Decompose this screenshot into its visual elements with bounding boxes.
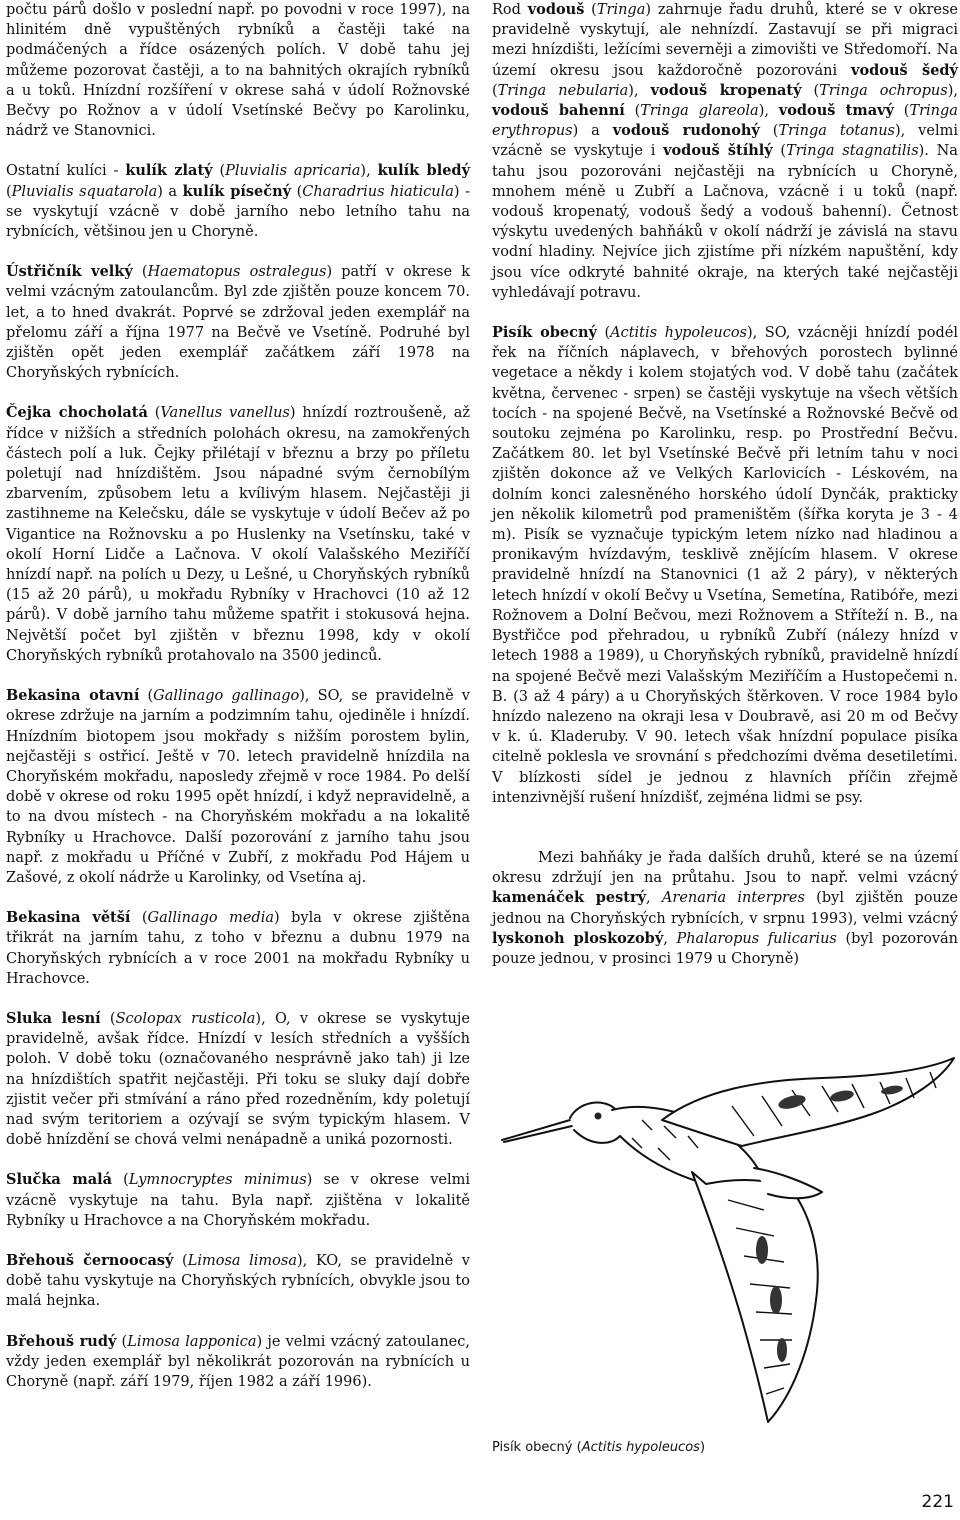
latin-name: Pluvialis apricaria (225, 163, 361, 180)
species-name: kulík zlatý (125, 162, 213, 180)
text-run: ( (130, 910, 148, 927)
figure-caption (492, 1440, 705, 1455)
text-run: ( (584, 2, 597, 18)
latin-name: Tringa (596, 2, 646, 18)
latin-name: Limosa limosa (187, 1252, 297, 1269)
species-name: Pisík obecný (492, 324, 597, 342)
latin-name: Arenaria interpres (661, 890, 805, 907)
latin-name: Lymnocryptes minimus (128, 1172, 307, 1189)
paragraph (6, 1170, 470, 1231)
species-name: Ústřičník velký (6, 263, 133, 281)
latin-name: Tringa totanus (778, 123, 895, 140)
text-run: ) zahrnuje řadu druhů, které se v okrese pravidelně vyskytují, ale nehnízdí. Zastavují se při migraci mezi hnízdišti, ležícími severněji a zimovišti ve Středomoří. Na území okresu jsou každoročně pozorováni (492, 2, 958, 79)
paragraph (6, 1251, 470, 1312)
text-run: ). Na tahu jsou pozorováni nejčastěji na rybnících u Choryně, mnohem méně u Zubří a Lačnova, vzácně i u toků (např. vodouš kropenatý, vodouš šedý a vodouš bahenní). Četnost výskytu uvedených bahňáků v okolí nádrží je závislá na stavu vodní hladiny. Nejvíce jich zjistíme při nízkém napuštění, kdy jsou více odkryté bahnité okraje, na kterých také nejčastěji vyhledávají potravu. (492, 143, 958, 301)
text-run: ( (772, 143, 787, 160)
paragraph (492, 0, 958, 303)
sandpiper-illustration (492, 1050, 957, 1430)
text-run: ( (801, 82, 820, 99)
text-run: ), KO, se pravidelně v době tahu vyskytuje na Choryňských rybnících, obvykle jsou to malá hejnka. (6, 1252, 471, 1310)
text-run: ( (759, 123, 779, 140)
species-name: Bekasina větší (6, 909, 131, 927)
latin-name: Phalaropus fulicarius (676, 930, 837, 947)
text-run: ( (492, 82, 498, 99)
species-name: kamenáček pestrý (492, 889, 647, 907)
species-name: lyskonoh ploskozobý (492, 929, 664, 947)
latin-name: Tringa stagnatilis (786, 143, 919, 160)
caption-text: Pisík obecný ( (492, 1440, 582, 1455)
text-run: ), (758, 103, 779, 120)
latin-name: Tringa nebularia (497, 82, 629, 99)
latin-name: Haematopus ostralegus (147, 264, 327, 281)
species-name: Sluka lesní (6, 1009, 101, 1027)
paragraph (492, 848, 958, 969)
species-name: Čejka chocholatá (6, 404, 148, 422)
text-run: ( (624, 103, 641, 120)
text-run: ) a (157, 183, 183, 200)
paragraph (6, 1332, 470, 1393)
text-run: ( (596, 325, 611, 342)
paragraph (6, 403, 470, 666)
paragraph (492, 323, 958, 808)
species-name: Břehouš černoocasý (6, 1251, 174, 1269)
text-run: ), velmi vzácně se vyskytuje i (492, 123, 958, 160)
text-run: ), O, v okrese se vyskytuje pravidelně, avšak řídce. Hnízdí v lesích středních a vyšších poloh. V době toku (označovaného nesprávně jako tah) ji lze na hnízdištích spatřit nejčastěji. Při toku se sluky dají dobře zjistit večer při stmívání a ráno před rozedněním, kdy poletují nad svým teritoriem a ozývají se svým typickým hlasem. V době hnízdění se chová velmi nenápadně a uniká pozornosti. (6, 1010, 470, 1149)
latin-name: Actitis hypoleucos (610, 325, 748, 342)
species-name: vodouš bahenní (492, 102, 625, 120)
text-run: , (646, 890, 662, 907)
text-run: ( (116, 1333, 128, 1350)
text-run: (byl zjištěn pouze jednou na Choryňských rybnících, v srpnu 1993), velmi vzácný (492, 890, 959, 927)
paragraph (6, 0, 470, 141)
text-run: ( (112, 1172, 129, 1189)
latin-name: Gallinago gallinago (153, 688, 300, 705)
caption-latin-name: Actitis hypoleucos (581, 1440, 700, 1455)
latin-name: Gallinago media (147, 910, 274, 927)
latin-name: Tringa erythropus (492, 103, 958, 140)
text-run: ( (132, 264, 148, 281)
page-number: 221 (921, 1492, 954, 1512)
text-run: ( (100, 1010, 116, 1027)
text-run: ( (6, 183, 12, 200)
latin-name: Tringa ochropus (819, 82, 948, 99)
caption-close: ) (699, 1440, 706, 1455)
species-name: vodouš štíhlý (663, 142, 773, 160)
right-column (492, 0, 958, 989)
paragraph (6, 1009, 470, 1150)
latin-name: Charadrius hiaticula (302, 183, 454, 200)
species-name: vodouš (527, 1, 585, 18)
species-name: kulík bledý (377, 162, 470, 180)
text-run: ( (173, 1252, 188, 1269)
species-name: Slučka malá (6, 1171, 113, 1189)
species-name: vodouš tmavý (778, 102, 894, 120)
text-run: Rod (492, 2, 528, 18)
text-run: ) a (572, 123, 613, 140)
text-run: ), (628, 82, 651, 99)
text-run: ) je velmi vzácný zatoulanec, vždy jeden exemplář byl několikrát pozorován na rybnících u Choryně (např. září 1979, říjen 1982 a září 1996). (6, 1333, 470, 1390)
text-run: ), SO, vzácněji hnízdí podél řek na říčních náplavech, v břehových porostech bylinné vegetace a někdy i kolem stojatých vod. V době tahu (začátek května, červenec - srpen) se častěji vyskytuje na všech větších tocích - na spojené Bečvě, na Vsetínské a Rožnovské Bečvě od soutoku zejména po Karolinku, resp. po Prostřední Bečvu. Začátkem 80. let byl Vsetínské Bečvě při letním tahu v noci zjištěn dokonce až ve Velkých Karlovicích - Léskovém, na dolním konci zalesněného horského údolí Dynčák, prakticky jen několik kilometrů pod prameništěm (šířka koryta je 3 - 4 m). Pisík se vyznačuje typickým letem nízko nad hladinou a pronikavým hvízdavým, tesklivě znějícím hlasem. V okrese pravidelně hnízdí na Stanovnici (1 až 2 páry), v některých letech hnízdí v okolí Bečvy u Vsetína, Semetína, Ratibóře, mezi Rožnovem a Dolní Bečvou, mezi Rožnovem a Stříteží n. B., na Bystřičce pod přehradou, u rybníků Zubří (nálezy hnízd v letech 1988 a 1989), u Choryňských rybníků, pravidelně hnízdí na spojené Bečvě mezi Valašským Meziříčím a Hustopečemi n. B. (3 až 4 páry) a u Choryňských štěrkoven. V roce 1984 bylo hnízdo nalezeno na okraji lesa v Doubravě, asi 20 m od Bečvy v k. ú. Kladeruby. V 90. letech však hnízdní populace pisíka citelně poklesla ve srovnání s předchozími dvěma desetiletími. V blízkosti sídel je jednou z hlavních příčin zřejmě intenzivnější rušení hnízdišť, zejména lidmi se psy. (492, 325, 958, 806)
text-run: ), (360, 163, 378, 180)
text-run: ) hnízdí roztroušeně, až řídce v nižších a středních polohách okresu, na zamokřených částech polí a luk. Čejky přilétají v březnu a brzy po příletu poletují nad hnízdištěm. Jsou nápadné svým černobílým zbarvením, způsobem letu a kvílivým hlasem. Nejčastěji ji zastihneme na Kelečsku, dále se vyskytuje v údolí Bečev až po Vigantice na Rožnovsku a po Huslenky na Vsetínsku, také v okolí Horní Lidče a Lačnova. V okolí Valašského Meziříčí hnízdí např. na polích u Dezy, u Lešné, u Choryňských rybníků (15 až 20 párů), u mokřadu Rybníky v Hrachovci (10 až 12 párů). V době jarního tahu můžeme spatřit i stokusová hejna. Největší počet byl zjištěn v březnu 1998, kdy v okolí Choryňských rybníků protahovalo na 3500 jedinců. (6, 405, 470, 664)
text-run: ) byla v okrese zjištěna třikrát na jarním tahu, z toho v březnu a dubnu 1979 na Choryňských rybnících a v roce 2001 na mokřadu Rybníky u Hrachovce. (6, 910, 470, 987)
species-name: kulík písečný (182, 182, 292, 200)
text-run: ( (147, 405, 161, 422)
latin-name: Scolopax rusticola (115, 1010, 256, 1027)
text-run: (byl pozorován pouze jednou, v prosinci 1979 u Choryně) (492, 930, 959, 967)
text-run: ( (139, 688, 154, 705)
latin-name: Limosa lapponica (127, 1333, 257, 1350)
species-name: vodouš šedý (851, 61, 958, 79)
paragraph (6, 161, 470, 242)
paragraph (6, 908, 470, 989)
text-run: ( (893, 103, 910, 120)
text-run: ( (291, 183, 303, 200)
latin-name: Vanellus vanellus (160, 405, 290, 422)
text-run: , (663, 930, 677, 947)
text-run: ) patří v okrese k velmi vzácným zatoulancům. Byl zde zjištěn pouze koncem 70. let, a to hned dvakrát. Poprvé se zdržoval jeden exemplář na přelomu září a října 1977 na Bečvě ve Vsetíně. Podruhé byl zjištěn opět jeden exemplář začátkem září 1978 na Choryňských rybnících. (6, 264, 470, 382)
text-run: ( (212, 163, 226, 180)
text-run: ), SO, se pravidelně v okrese zdržuje na jarním a podzimním tahu, ojediněle i hnízdí. Hnízdním biotopem jsou mokřady s nižším porostem bylin, nejčastěji s ostřicí. Ještě v 70. letech pravidelně hnízdila na Choryňském mokřadu, naposledy zřejmě v roce 1984. Po delší době v okrese od roku 1995 opět hnízdí, i když nepravidelně, a to na dvou místech - na Choryňském mokřadu a na lokalitě Rybníky u Hrachovce. Další pozorování z jarního tahu jsou např. z mokřadu u Příčné v Zubří, z mokřadu Pod Hájem u Zašové, z okolí nádrže u Karolinky, od Vsetína aj. (6, 688, 470, 886)
paragraph (6, 262, 470, 383)
species-name: Břehouš rudý (6, 1332, 117, 1350)
text-run: počtu párů došlo v poslední např. po povodni v roce 1997), na hlinitém dně vypuštěných rybníků a častěji také na podmáčených a řídce osázených polích. V době tahu jej můžeme pozorovat častěji, a to na bahnitých okrajích rybníků a u toků. Hnízdní rozšíření v okrese sahá v údolí Rožnovské Bečvy po Rožnov a v údolí Vsetínské Bečvy po Karolinku, nádrž ve Stanovnici. (6, 2, 470, 140)
text-run: ) se v okrese velmi vzácně vyskytuje na tahu. Byla např. zjištěna v lokalitě Rybníky u Hrachovce a na Choryňském mokřadu. (6, 1172, 470, 1229)
species-name: Bekasina otavní (6, 687, 140, 705)
latin-name: Pluvialis squatarola (11, 183, 158, 200)
text-run: ) - se vyskytují vzácně v době jarního nebo letního tahu na rybnících, většinou jen u Choryně. (6, 183, 470, 241)
text-run: Mezi bahňáky je řada dalších druhů, které se na území okresu zdržují jen na průtahu. Jsou to např. velmi vzácný (492, 849, 958, 887)
paragraph (6, 686, 470, 888)
species-name: vodouš rudonohý (612, 122, 760, 140)
species-name: vodouš kropenatý (650, 81, 802, 99)
left-column (6, 0, 470, 1412)
text-run: ), (947, 82, 958, 99)
text-run: Ostatní kulíci - (6, 163, 126, 180)
latin-name: Tringa glareola (640, 103, 759, 120)
